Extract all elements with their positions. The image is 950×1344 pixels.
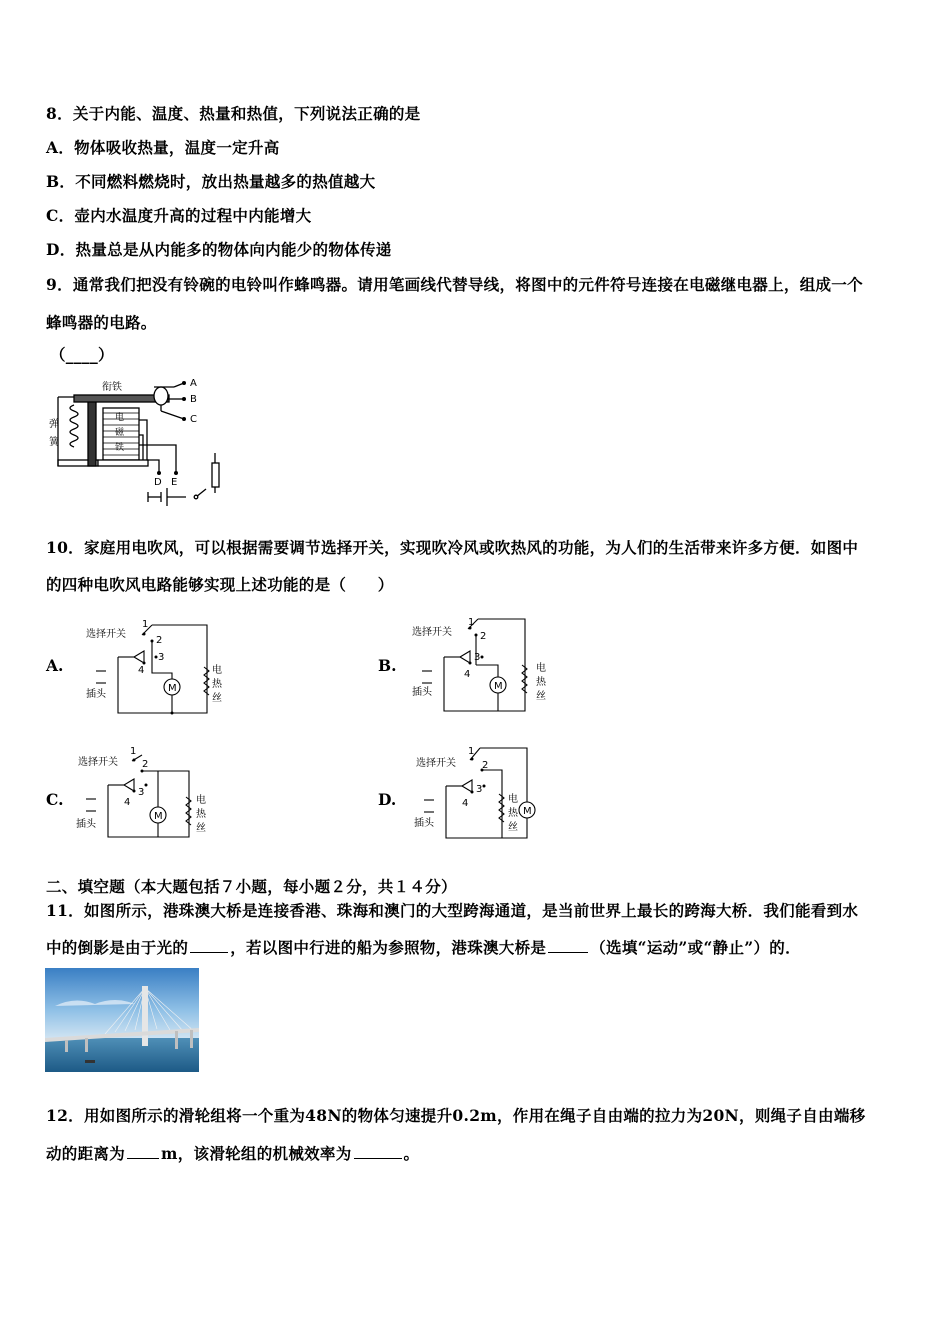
q11-text-c: （选填“运动”或“静止”）的．: [590, 938, 801, 957]
circuit-b-motor: M: [494, 681, 503, 692]
q10-option-b-label: B.: [378, 656, 397, 675]
q9-stem-line2: 蜂鸣器的电路。: [46, 313, 157, 332]
q11-blank-2[interactable]: [548, 938, 588, 953]
circuit-d-plug-label: 插头: [414, 818, 434, 829]
circuit-d-heater-2: 热: [508, 808, 518, 819]
circuit-c-num-4: 4: [124, 797, 131, 808]
circuit-c-switch-label: 选择开关: [78, 757, 118, 768]
circuit-c-plug-label: 插头: [76, 819, 96, 830]
q9-answer-blank: （____）: [50, 345, 114, 364]
terminal-c: C: [190, 414, 197, 425]
label-armature: 衔铁: [102, 382, 122, 393]
label-spring-1: 弹: [49, 419, 59, 430]
label-core-3: 铁: [115, 443, 125, 453]
circuit-c-num-1: 1: [130, 746, 137, 757]
circuit-a-plug-label: 插头: [86, 689, 106, 700]
circuit-a-switch-label: 选择开关: [86, 629, 126, 640]
circuit-c-motor: M: [154, 811, 163, 822]
q10-option-d-label: D.: [378, 790, 397, 809]
terminal-a: A: [190, 378, 197, 389]
q12-blank-2[interactable]: [354, 1144, 402, 1159]
circuit-b-num-1: 1: [468, 617, 475, 628]
bridge-photo: [45, 968, 199, 1072]
circuit-c: [74, 745, 224, 845]
q10-stem-line1: 10．家庭用电吹风，可以根据需要调节选择开关，实现吹冷风或吹热风的功能，为人们的生活带来许多方便．如图中: [46, 538, 859, 557]
circuit-c-heater-1: 电: [196, 795, 206, 806]
relay-diagram: [46, 375, 236, 515]
q8-option-c: C．壶内水温度升高的过程中内能增大: [46, 206, 312, 225]
circuit-d-heater-3: 丝: [508, 822, 518, 833]
circuit-a-num-1: 1: [142, 619, 149, 630]
circuit-a-motor: M: [168, 683, 177, 694]
q12-text-b: m，该滑轮组的机械效率为: [161, 1144, 352, 1163]
circuit-a-num-4: 4: [138, 665, 145, 676]
circuit-c-num-3: 3: [138, 787, 145, 798]
circuit-b-num-4: 4: [464, 669, 471, 680]
circuit-a-heater-3: 丝: [212, 693, 222, 704]
circuit-a-num-3: 3: [158, 652, 165, 663]
circuit-d-num-3: 3: [476, 784, 483, 795]
q10-option-a-label: A.: [46, 656, 64, 675]
circuit-b-num-2: 2: [480, 631, 487, 642]
q10-stem-line2: 的四种电吹风电路能够实现上述功能的是（ ）: [46, 575, 394, 594]
q11-stem-line1: 11．如图所示，港珠澳大桥是连接香港、珠海和澳门的大型跨海通道，是当前世界上最长的跨海大桥．我们能看到水: [46, 901, 859, 920]
circuit-b-switch-label: 选择开关: [412, 627, 452, 638]
q11-blank-1[interactable]: [190, 938, 228, 953]
circuit-d-motor: M: [523, 806, 532, 817]
circuit-b-heater-2: 热: [536, 677, 546, 688]
circuit-a-num-2: 2: [156, 635, 163, 646]
label-spring-2: 簧: [49, 437, 59, 448]
q12-text-a: 动的距离为: [46, 1144, 126, 1163]
q8-option-a: A．物体吸收热量，温度一定升高: [46, 138, 280, 157]
circuit-a-heater-1: 电: [212, 665, 222, 676]
circuit-d-num-2: 2: [482, 760, 489, 771]
terminal-b: B: [190, 394, 197, 405]
terminal-d: D: [154, 477, 162, 488]
q8-option-d: D．热量总是从内能多的物体向内能少的物体传递: [46, 240, 392, 259]
circuit-c-heater-2: 热: [196, 809, 206, 820]
q12-stem-line2: [46, 1142, 419, 1164]
circuit-d-heater-1: 电: [508, 794, 518, 805]
circuit-c-num-2: 2: [142, 759, 149, 770]
q10-option-c-label: C.: [46, 790, 64, 809]
circuit-b-heater-3: 丝: [536, 691, 546, 702]
q8-option-b: B．不同燃料燃烧时，放出热量越多的热值越大: [46, 172, 376, 191]
circuit-d: [412, 742, 562, 846]
circuit-d-switch-label: 选择开关: [416, 758, 456, 769]
circuit-d-num-4: 4: [462, 798, 469, 809]
circuit-b-num-3: 3: [474, 652, 481, 663]
terminal-e: E: [171, 477, 178, 488]
q11-text-a: 中的倒影是由于光的: [46, 938, 189, 957]
label-core-1: 电: [115, 413, 125, 423]
circuit-b-plug-label: 插头: [412, 687, 432, 698]
q9-stem-line1: 9．通常我们把没有铃碗的电铃叫作蜂鸣器。请用笔画线代替导线，将图中的元件符号连接在电磁继电器上，组成一个: [46, 275, 863, 294]
q11-stem-line2: [46, 936, 801, 958]
circuit-c-heater-3: 丝: [196, 823, 206, 834]
section2-heading: 二、填空题（本大题包括７小题，每小题２分，共１４分）: [46, 877, 457, 896]
q12-blank-1[interactable]: [127, 1144, 159, 1159]
circuit-a-heater-2: 热: [212, 679, 222, 690]
q8-stem: 8．关于内能、温度、热量和热值，下列说法正确的是: [46, 104, 421, 123]
q12-stem-line1: 12．用如图所示的滑轮组将一个重为48N的物体匀速提升0.2m，作用在绳子自由端的拉力为20N，则绳子自由端移: [46, 1106, 866, 1125]
circuit-b-heater-1: 电: [536, 663, 546, 674]
q12-text-c: 。: [403, 1144, 420, 1163]
circuit-d-num-1: 1: [468, 746, 475, 757]
circuit-b: [410, 615, 560, 723]
circuit-a: [82, 615, 232, 723]
q11-text-b: ，若以图中行进的船为参照物，港珠澳大桥是: [230, 938, 547, 957]
label-core-2: 磁: [115, 428, 125, 438]
